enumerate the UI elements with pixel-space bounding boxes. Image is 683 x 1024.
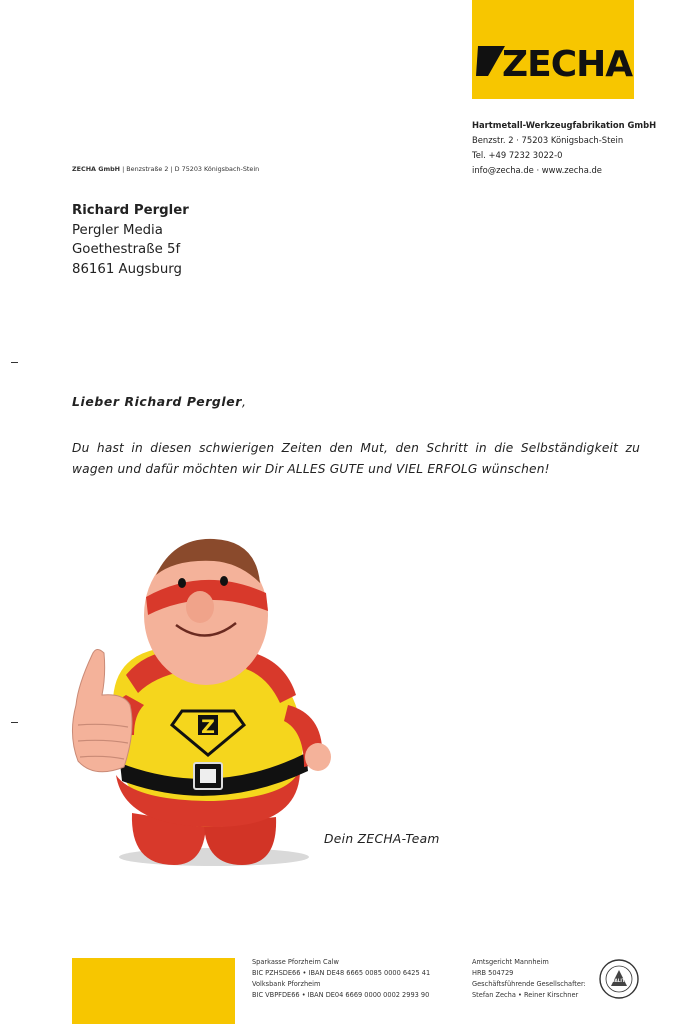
letter-body: Du hast in diesen schwierigen Zeiten den Mut, den Schritt in die Selbständigkeit zu wagen und dafür möchten wir Dir ALLES GUTE und VIEL ERFOLG wünschen! — [72, 441, 640, 476]
logo-text: ZECHA — [502, 44, 633, 85]
footer-bank-info — [252, 957, 430, 1001]
bank2-name: Volksbank Pforzheim — [252, 980, 321, 988]
salutation-comma: , — [241, 394, 247, 409]
hrb: HRB 504729 — [472, 969, 514, 977]
bank1-name: Sparkasse Pforzheim Calw — [252, 958, 339, 966]
bank1-ids: BIC PZHSDE66 • IBAN DE48 6665 0085 0000 6425 41 — [252, 969, 431, 977]
bank2-ids: BIC VBPFDE66 • IBAN DE04 6669 0000 0002 2993 90 — [252, 991, 430, 999]
footer-color-bar — [72, 958, 235, 1024]
salutation-name: Lieber Richard Pergler — [72, 394, 242, 409]
mascot-illustration — [64, 535, 344, 874]
directors-label: Geschäftsführende Gesellschafter: — [472, 980, 586, 988]
fold-mark — [11, 722, 18, 723]
zecha-logo — [472, 0, 634, 99]
company-name: Hartmetall-Werkzeugfabrikation GmbH — [472, 120, 657, 130]
signature: Dein ZECHA-Team — [324, 832, 440, 846]
recipient-address — [72, 201, 189, 279]
salutation — [72, 394, 247, 409]
recipient-city: 86161 Augsburg — [72, 261, 182, 277]
seal-text: QUALITÄT — [607, 978, 631, 983]
court: Amtsgericht Mannheim — [472, 958, 549, 966]
directors: Stefan Zecha • Reiner Kirschner — [472, 991, 579, 999]
company-web: info@zecha.de · www.zecha.de — [472, 165, 602, 175]
quality-seal-icon — [598, 958, 640, 1004]
recipient-street: Goethestraße 5f — [72, 242, 181, 257]
return-street: Benzstraße 2 — [126, 165, 169, 173]
sender-block — [472, 118, 656, 178]
return-company: ZECHA GmbH — [72, 165, 121, 173]
recipient-company: Pergler Media — [72, 222, 163, 238]
company-address: Benzstr. 2 · 75203 Königsbach-Stein — [472, 135, 624, 145]
footer-legal-info — [472, 957, 586, 1001]
fold-mark — [11, 362, 18, 363]
recipient-name: Richard Pergler — [72, 203, 189, 218]
return-address-line: ZECHA GmbH | Benzstraße 2 | D 75203 Königsbach-Stein — [72, 165, 260, 173]
company-phone: Tel. +49 7232 3022-0 — [472, 150, 563, 160]
return-city: D 75203 Königsbach-Stein — [174, 165, 260, 173]
badge-letter: Z — [201, 716, 215, 738]
